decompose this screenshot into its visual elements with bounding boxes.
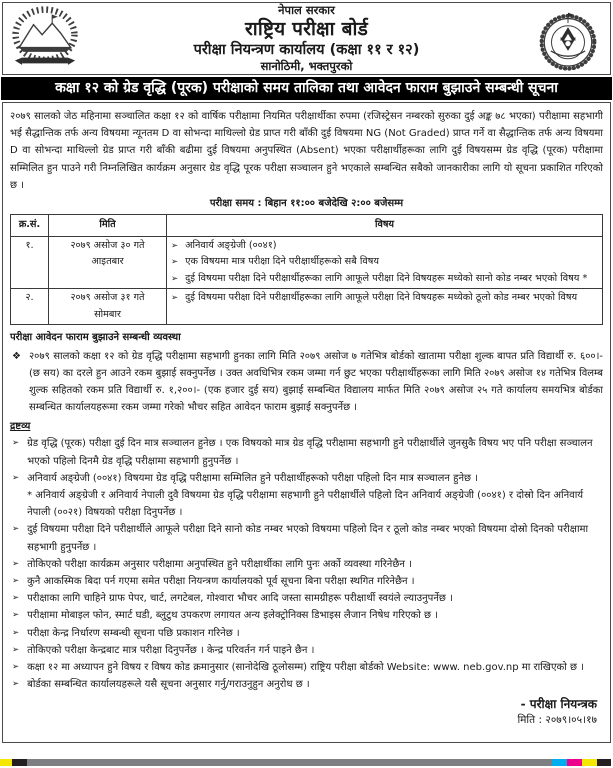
notice-body <box>2 102 611 743</box>
notes-heading: द्रष्टव्य <box>10 421 31 433</box>
arrow-bullet-icon: ➢ <box>12 472 20 483</box>
strip-yellow-segment <box>582 759 597 766</box>
list-item <box>10 470 603 522</box>
letterhead <box>2 2 611 75</box>
row-serial: १. <box>11 236 49 289</box>
arrow-bullet-icon: ➢ <box>12 575 20 586</box>
notice-date: मिति : २०७९।०५।१७ <box>517 714 597 727</box>
arrow-bullet-icon: ➢ <box>171 293 179 304</box>
arrow-bullet-icon: ➢ <box>12 593 20 604</box>
list-item <box>10 659 603 676</box>
arrow-bullet-icon: ➢ <box>171 240 179 251</box>
list-item <box>10 556 603 573</box>
note-text <box>27 470 603 522</box>
government-line: नेपाल सरकार <box>278 3 335 18</box>
arrow-bullet-icon: ➢ <box>12 438 20 449</box>
strip-gray-bar <box>27 759 552 766</box>
note-text: कुनै आकस्मिक बिदा पर्न गएमा समेत परीक्षा नियन्त्रण कार्यालयको पूर्व सूचना बिना परीक्षा स्थगित गरिनेछैन । <box>27 575 415 587</box>
list-item <box>10 435 603 469</box>
application-fee-text: २०७९ सालको कक्षा १२ को ग्रेड वृद्धि परीक्षामा सहभागी हुनका लागि मिति २०७९ असोज ७ गतेभित्र बोर्डको खातामा परीक्षा शुल्क बापत प्रति विद्यार्थी रु. ६००।- (छ सय) का दरले हुन आउने रकम बुझाई सक्नुपर्नेछ । उक्त अवधिभित्र रकम जम्मा गर्न छुट भएका परीक्षार्थीहरूका लागि मिति २०७९ असोज १४ गतेभित्र विलम्ब शुल्क सहितको रकम प्रति विद्यार्थी रु. १,२००।- (एक हजार दुई सय) बुझाई सम्बन्धित विद्यालय मार्फत मिति २०७९ असोज २५ गते कार्यालय समयभित्र बोर्डका सम्बन्धित कार्यालयहरूमा रकम जम्मा गरेको भौचर सहित आवेदन फाराम बुझाई सक्नुपर्नेछ । <box>28 350 603 414</box>
strip-cyan-segment <box>552 759 567 766</box>
strip-black-segment <box>597 759 611 766</box>
list-item <box>10 625 603 642</box>
subject-line <box>171 238 598 255</box>
signature-block <box>10 693 603 729</box>
list-item <box>10 676 603 693</box>
table-row <box>11 289 603 325</box>
arrow-bullet-icon: ➢ <box>12 627 20 638</box>
nepal-government-emblem-icon <box>9 6 81 72</box>
note-subnote: * अनिवार्य अङ्ग्रेजी र अनिवार्य नेपाली दुवै विषयमा ग्रेड वृद्धि परीक्षामा सहभागी हुने परीक्षार्थीले पहिलो दिन अनिवार्य अङ्ग्रेजी (००४१) र दोस्रो दिन अनिवार्य नेपाली (००२१) विषयको परीक्षा दिनुपर्नेछ । <box>27 490 584 519</box>
list-item <box>10 521 603 555</box>
diamond-bullet-icon: ❖ <box>12 350 21 362</box>
exam-schedule-table <box>10 214 603 325</box>
office-name: परीक्षा नियन्त्रण कार्यालय (कक्षा ११ र १२) <box>193 42 420 59</box>
header-subject: विषय <box>167 215 603 236</box>
arrow-bullet-icon: ➢ <box>171 273 179 284</box>
note-main: अनिवार्य अङ्ग्रेजी (००४१) विषयमा ग्रेड वृद्धि परीक्षामा सम्मिलित हुने परीक्षार्थीहरूको परीक्षा पहिलो दिन मात्र सञ्चालन हुनेछ । <box>27 472 478 484</box>
subject-text: एक विषयमा मात्र परीक्षा दिने परीक्षार्थीहरूको सबै विषय <box>185 256 379 268</box>
date-line: २०७९ असोज ३१ गते <box>70 292 145 304</box>
subject-line <box>171 271 598 288</box>
date-weekday: आइतबार <box>91 256 124 268</box>
list-item <box>10 642 603 659</box>
exam-time-line: परीक्षा समय : बिहान ११:०० बजेदेखि २:०० बजेसम्म <box>209 198 404 210</box>
intro-paragraph: २०७९ सालको जेठ महिनामा सञ्चालित कक्षा १२ को वार्षिक परीक्षामा नियमित परीक्षार्थीका रुपमा (रजिस्ट्रेसन नम्बरको सुरुका दुई अङ्क ७८ भएका) परीक्षामा सहभागी भई सैद्धान्तिक तर्फ अन्य विषयमा न्यूनतम D वा सोभन्दा माथिल्लो ग्रेड प्राप्त गरी बाँकी दुई विषयमा NG (Not Graded) प्राप्त गर्ने वा सैद्धान्तिक तर्फ अन्य विषयमा D वा सोभन्दा माथिल्लो ग्रेड प्राप्त गरी बाँकी बढीमा दुई विषयमा अनुपस्थित (Absent) भएका परीक्षार्थीहरूका लागि दुई विषयसम्म ग्रेड वृद्धि (पूरक) परीक्षामा सम्मिलित हुन पाउने गरी निम्नलिखित कार्यक्रम अनुसार ग्रेड वृद्धि पूरक परीक्षा सञ्चालन हुने भएकाले सम्बन्धित सबैको जानकारीका लागि यो सूचना प्रकाशित गरिएको छ । <box>10 111 603 191</box>
arrow-bullet-icon: ➢ <box>12 679 20 690</box>
note-text: कक्षा १२ मा अध्यापन हुने विषय र विषय कोड क्रमानुसार (सानोदेखि ठूलोसम्म) राष्ट्रिय परीक्षा बोर्डको Website: www. neb.gov.np मा राखिएको छ । <box>27 661 584 673</box>
signatory-title: - परीक्षा नियन्त्रक <box>520 697 597 712</box>
print-registration-strip <box>0 759 613 766</box>
note-text: बोर्डका सम्बन्धित कार्यालयहरूले यसै सूचना अनुसार गर्नु/गराउनुहुन अनुरोध छ । <box>27 679 310 691</box>
table-row <box>11 236 603 289</box>
strip-yellow-segment <box>0 759 12 766</box>
strip-magenta-segment <box>567 759 582 766</box>
arrow-bullet-icon: ➢ <box>12 661 20 672</box>
list-item <box>10 590 603 607</box>
header-date: मिति <box>49 215 167 236</box>
arrow-bullet-icon: ➢ <box>12 558 20 569</box>
row-subjects <box>167 289 603 325</box>
arrow-bullet-icon: ➢ <box>12 610 20 621</box>
note-text: ग्रेड वृद्धि (पूरक) परीक्षा दुई दिन मात्र सञ्चालन हुनेछ । एक विषयको मात्र ग्रेड वृद्धि परीक्षामा सहभागी हुने परीक्षार्थीले जुनसुकै विषय भए पनि परीक्षा सञ्चालन भएको पहिलो दिनमै ग्रेड वृद्धि परीक्षामा सहभागी हुनुपर्नेछ । <box>27 438 593 467</box>
notice-page <box>0 2 613 768</box>
row-serial: २. <box>11 289 49 325</box>
office-address: सानोठिमी, भक्तपुरको <box>260 59 353 74</box>
table-header-row <box>11 215 603 236</box>
subject-text: अनिवार्य अङ्ग्रेजी (००४१) <box>185 239 277 251</box>
notice-title: कक्षा १२ को ग्रेड वृद्धि (पूरक) परीक्षाको समय तालिका तथा आवेदन फाराम बुझाउने सम्बन्धी सूचना <box>1 77 612 100</box>
neb-seal-icon <box>532 6 604 72</box>
board-name: राष्ट्रिय परीक्षा बोर्ड <box>245 17 368 40</box>
note-text: परीक्षा केन्द्र निर्धारण सम्बन्धी सूचना पछि प्रकाशन गरिनेछ । <box>27 627 240 639</box>
list-item <box>10 573 603 590</box>
note-text: दुई विषयमा परीक्षा दिने परीक्षार्थीले आफूले परीक्षा दिने सानो कोड नम्बर भएको विषयमा पहिलो दिन र ठूलो कोड नम्बर भएको विषयमा दोस्रो दिनको परीक्षामा सहभागी हुनुपर्नेछ । <box>27 524 589 553</box>
list-item <box>10 607 603 624</box>
note-text: तोकिएको परीक्षा कार्यक्रम अनुसार परीक्षामा अनुपस्थित हुने परीक्षार्थीका लागि पुनः अर्को व्यवस्था गरिनेछैन । <box>27 558 412 570</box>
arrow-bullet-icon: ➢ <box>12 524 20 535</box>
date-weekday: सोमबार <box>94 308 121 320</box>
letterhead-text <box>81 3 532 74</box>
application-section-heading: परीक्षा आवेदन फाराम बुझाउने सम्बन्धी व्यवस्था <box>10 332 181 344</box>
note-text: तोकिएको परीक्षा केन्द्रबाट मात्र परीक्षा दिनुपर्नेछ । केन्द्र परिवर्तन गर्न पाइने छैन । <box>27 644 315 656</box>
row-date <box>49 236 167 289</box>
subject-line <box>171 254 598 271</box>
note-text: परीक्षामा मोबाइल फोन, स्मार्ट घडी, ब्लुटुथ उपकरण लगायत अन्य इलेक्ट्रोनिक्स डिभाइस लैजान निषेध गरिएको छ । <box>27 610 438 622</box>
date-line: २०७९ असोज ३० गते <box>70 239 145 251</box>
arrow-bullet-icon: ➢ <box>12 644 20 655</box>
subject-text: दुई विषयमा परीक्षा दिने परीक्षार्थीहरूका लागि आफूले परीक्षा दिने विषयहरू मध्येको ठूलो कोड नम्बर भएको विषय <box>185 292 578 304</box>
row-date <box>49 289 167 325</box>
application-fee-item <box>10 348 603 417</box>
row-subjects <box>167 236 603 289</box>
arrow-bullet-icon: ➢ <box>171 257 179 268</box>
subject-text: दुई विषयमा परीक्षा दिने परीक्षार्थीहरूका लागि आफूले परीक्षा दिने विषयहरू मध्येको सानो कोड नम्बर भएको विषय * <box>185 272 588 284</box>
subject-line <box>171 290 598 307</box>
strip-black-segment <box>12 759 27 766</box>
header-serial: क्र.सं. <box>11 215 49 236</box>
note-text: परीक्षाका लागि चाहिने ग्राफ पेपर, चार्ट, लगटेबल, गोश्वारा भौचर आदि जस्ता सामग्रीहरू परीक्षार्थी स्वयंले ल्याउनुपर्नेछ । <box>27 593 453 605</box>
